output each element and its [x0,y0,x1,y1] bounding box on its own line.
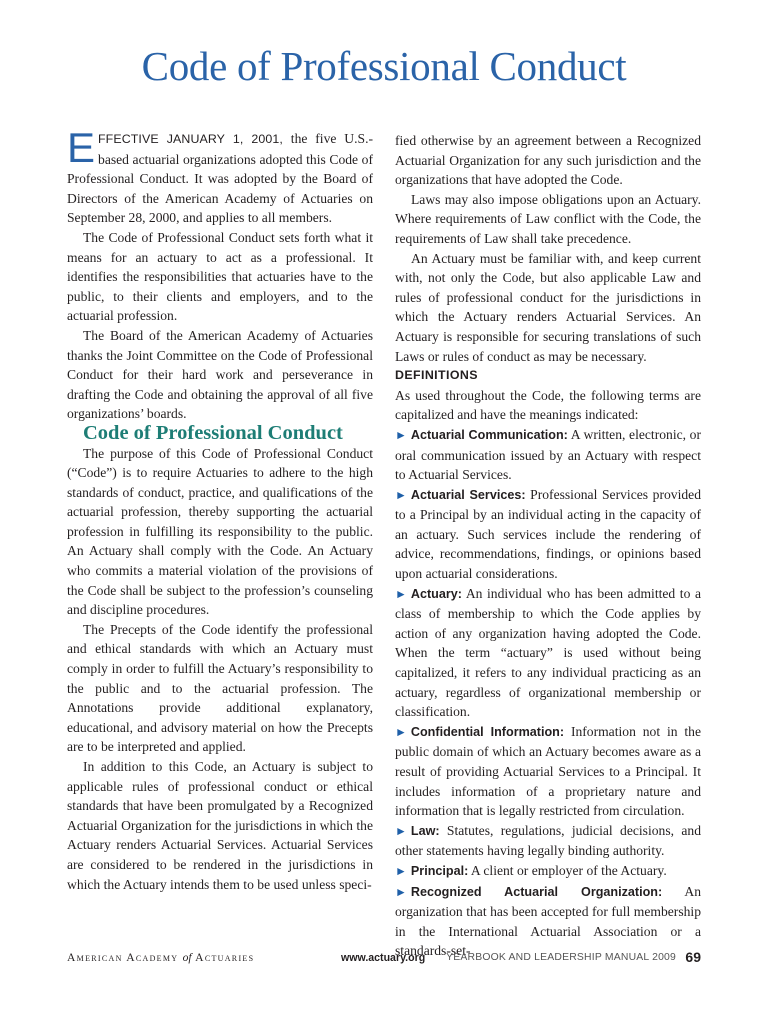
footer-publication: YEARBOOK AND LEADERSHIP MANUAL 2009 [446,952,676,963]
definitions-heading: DEFINITIONS [395,368,478,383]
intro-paragraph-2: The Code of Professional Conduct sets forth what it means for an actuary to act as a professional. It identifies the responsibilities that actuaries have to the public, to their clients and employers, and to the actuarial profession. [67,229,373,324]
intro-p1-text: the five U.S.-based actuarial organizations adopted this Code of Professional Conduct. It was adopted by the Board of Directors of the American Academy of Actuaries on September 28, 2000, and applies to all members. [67,131,373,226]
definition-term: Actuarial Communication: [410,427,568,442]
definition-item [395,425,701,485]
code-paragraph-3: In addition to this Code, an Actuary is subject to applicable rules of professional conduct or ethical standards that have been promulgated by a Recognized Actuarial Organization for the jurisdictions in which the Actuary renders Actuarial Services. Actuarial Services are considered to be rendered in the jurisdictions in which the Actuary intends them to be used unless speci- [67,759,373,892]
intro-lead: FFECTIVE JANUARY 1, 2001, [98,132,283,146]
footer-organization [67,951,254,964]
triangle-bullet-icon: ► [395,884,407,899]
triangle-bullet-icon: ► [395,487,407,502]
definition-text: A client or employer of the Actuary. [468,862,667,878]
definition-item [395,861,701,882]
code-paragraph-5: An Actuary must be familiar with, and keep current with, not only the Code, but also applicable Law and rules of professional conduct for the jurisdictions in which the Actuary renders Actuarial Services. An Actuary is responsible for securing translations of such Laws or rules of conduct as may be necessary. [395,250,701,364]
definition-term: Confidential Information: [410,724,565,739]
code-paragraph-2: The Precepts of the Code identify the professional and ethical standards with which an Actuary must comply in order to fulfill the Actuary’s responsibility to the public and to the actuarial profession. The Annotations provide additional explanatory, educational, and advisory material on how the Precepts are to be interpreted and applied. [67,621,373,755]
definition-text: Statutes, regulations, judicial decisions, and other statements having legally binding authority. [395,822,701,859]
triangle-bullet-icon: ► [395,586,407,601]
page-title: Code of Professional Conduct [141,43,627,89]
definition-term: Law: [410,823,440,838]
definition-term: Principal: [410,863,469,878]
definition-text: An individual who has been admitted to a class of membership to which the Code applies by action of any organization having adopted the Code. When the term “actuary” is used without being capitalized, it refers to any individual practicing as an actuary, regardless of organizational membership or classification. [395,585,701,720]
intro-paragraph-1 [67,124,373,228]
left-column [67,124,373,894]
footer-org-part2: Actuaries [191,951,255,964]
definition-text: Information not in the public domain of which an Actuary becomes aware as a result of providing Actuarial Services to a Principal. It includes information of a proprietary nature and information that is legally restricted from circulation. [395,723,702,819]
intro-paragraph-3: The Board of the American Academy of Actuaries thanks the Joint Committee on the Code of Professional Conduct for their hard work and perseverance in drafting the Code and obtaining the approval of all five organizations’ boards. [67,327,373,422]
triangle-bullet-icon: ► [395,863,407,878]
page-footer [67,951,701,969]
definition-term: Recognized Actuarial Organization: [410,884,663,899]
drop-cap: E [67,124,96,171]
definition-item [395,722,701,821]
footer-org-part1: American Academy [67,951,183,964]
definition-item [395,584,701,722]
definition-item [395,882,701,961]
triangle-bullet-icon: ► [395,724,407,739]
triangle-bullet-icon: ► [395,427,407,442]
triangle-bullet-icon: ► [395,823,407,838]
footer-url-link[interactable]: www.actuary.org [341,952,426,964]
definition-text: Professional Services provided to a Principal by an individual acting in the capacity of an actuary. Such services include the rendering of advice, recommendations, findings, or opinions based upon actuarial considerations. [395,486,701,582]
section-heading: Code of Professional Conduct [83,421,343,444]
definitions-intro: As used throughout the Code, the following terms are capitalized and have the meanings indicated: [395,387,701,423]
right-column [395,131,701,961]
code-paragraph-4: Laws may also impose obligations upon an Actuary. Where requirements of Law conflict with the Code, the requirements of Law shall take precedence. [395,191,701,246]
definition-term: Actuarial Services: [410,487,526,502]
definition-text: A written, electronic, or oral communication issued by an Actuary with respect to Actuarial Services. [395,426,701,483]
page-number: 69 [685,949,701,965]
footer-org-of: of [182,951,192,964]
definition-text: An organization that has been accepted for full membership in the International Actuarial Association or a standards-set- [395,883,701,959]
code-paragraph-1: The purpose of this Code of Professional Conduct (“Code”) is to require Actuaries to adhere to the high standards of conduct, practice, and qualifications of the actuarial profession, thereby supporting the actuarial profession in fulfilling its responsibility to the public. An Actuary shall comply with the Code. An Actuary who commits a material violation of the provisions of the Code shall be subject to the profession’s counseling and discipline procedures. [67,445,373,618]
definition-term: Actuary: [410,586,462,601]
definition-item [395,485,701,584]
code-paragraph-3-continued: fied otherwise by an agreement between a Recognized Actuarial Organization for any such jurisdiction and the organizations that have adopted the Code. [395,133,701,188]
definition-item [395,821,701,861]
